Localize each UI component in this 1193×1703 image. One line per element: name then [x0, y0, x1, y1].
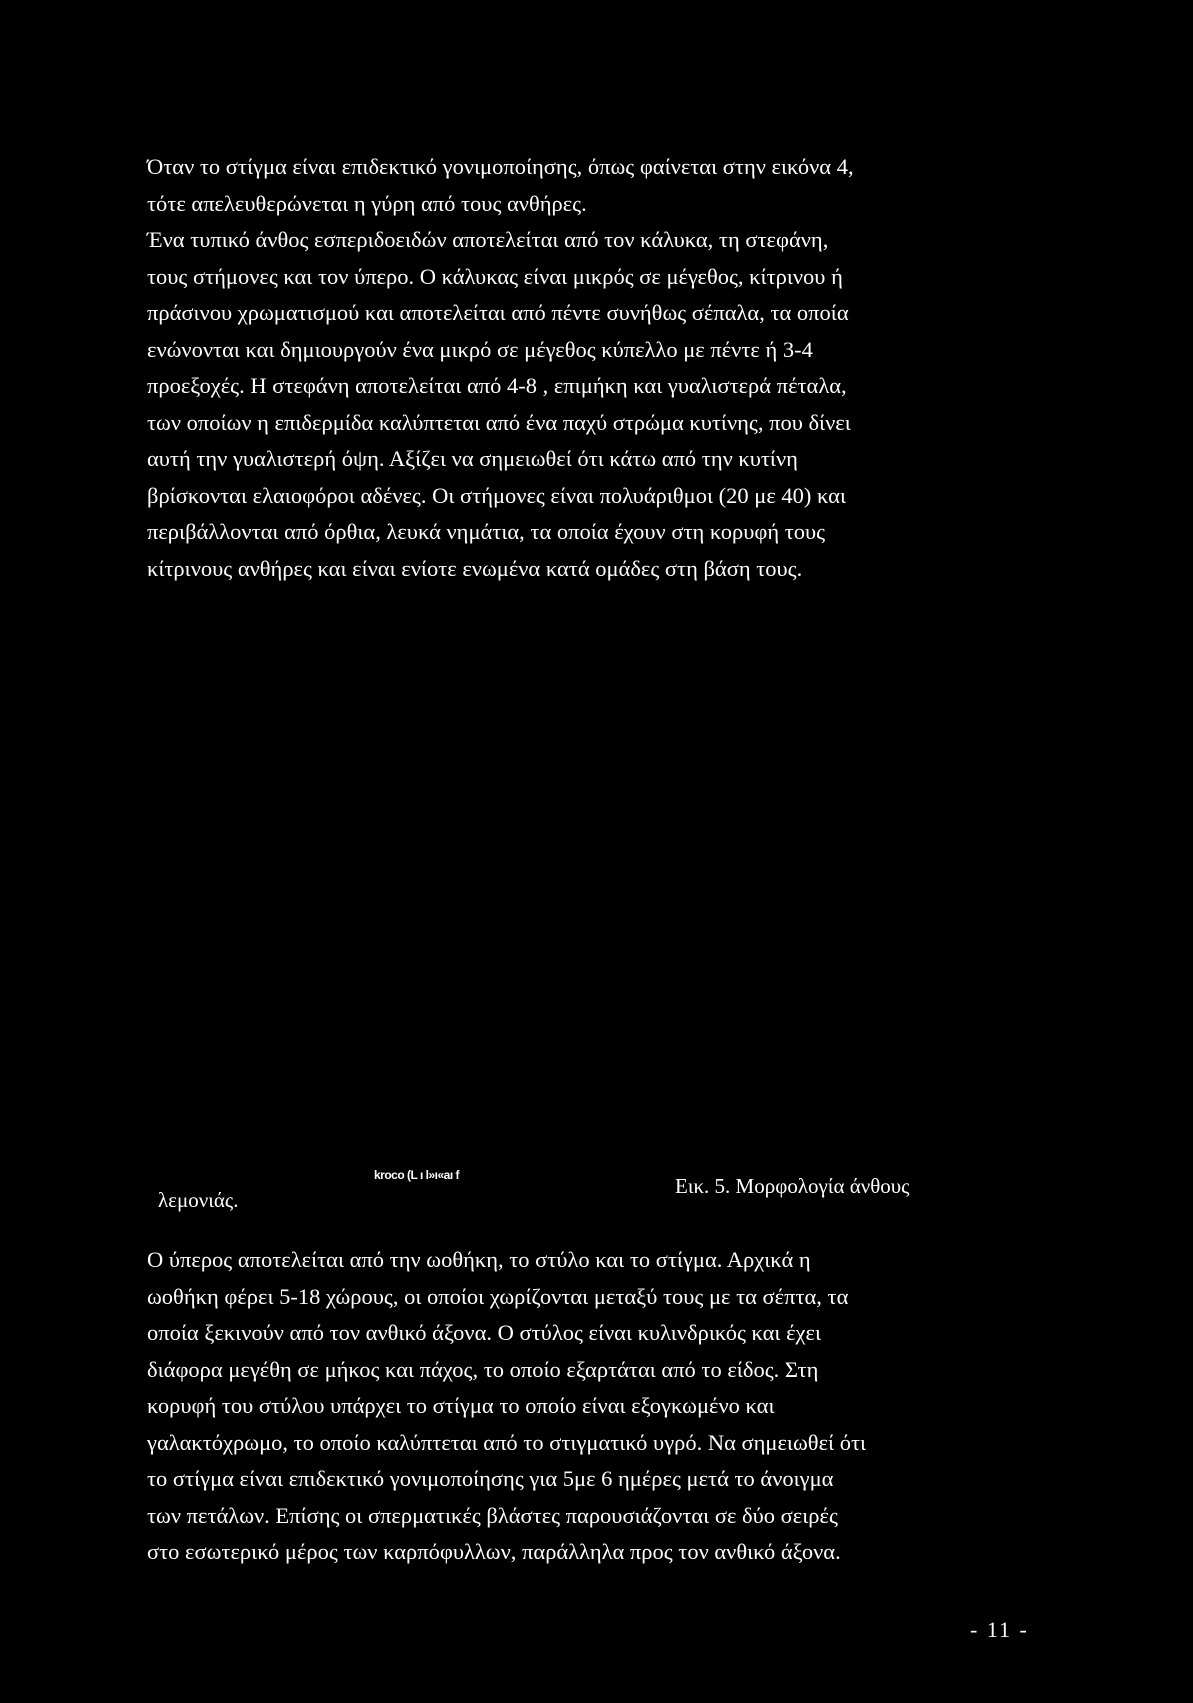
figure-left-label: λεμονιάς. [158, 1188, 239, 1212]
text-line: προεξοχές. Η στεφάνη αποτελείται από 4-8 , επιμήκη και γυαλιστερά πέταλα, [147, 373, 847, 398]
text-line: ενώνονται και δημιουργούν ένα μικρό σε μέγεθος κύπελλο με πέντε ή 3-4 [147, 336, 813, 362]
text-line: κίτρινους ανθήρες και είναι ενίοτε ενωμένα κατά ομάδες στη βάση τους. [147, 555, 803, 581]
page-number: - 11 - [970, 1617, 1029, 1642]
text-line: κορυφή του στύλου υπάρχει το στίγμα το οποίο είναι εξογκωμένο και [147, 1393, 775, 1418]
text-line: των πετάλων. Επίσης οι σπερματικές βλάστες παρουσιάζονται σε δύο σειρές [147, 1502, 838, 1528]
text-line: αυτή την γυαλιστερή όψη. Αξίζει να σημειωθεί ότι κάτω από την κυτίνη [147, 446, 798, 471]
figure-garbled-label: kroco (L ı l»ı«aı f [374, 1168, 459, 1182]
top-paragraph [147, 149, 1067, 587]
text-line: στο εσωτερικό μέρος των καρπόφυλλων, παράλληλα προς τον ανθικό άξονα. [147, 1539, 841, 1564]
text-line: περιβάλλονται από όρθια, λευκά νημάτια, τα οποία έχουν στη κορυφή τους [147, 519, 826, 544]
text-line: γαλακτόχρωμο, το οποίο καλύπτεται από το στιγματικό υγρό. Να σημειωθεί ότι [147, 1429, 867, 1455]
text-line: των οποίων η επιδερμίδα καλύπτεται από ένα παχύ στρώμα κυτίνης, που δίνει [147, 409, 851, 435]
text-line: το στίγμα είναι επιδεκτικό γονιμοποίησης για 5με 6 ημέρες μετά το άνοιγμα [147, 1466, 834, 1491]
text-line: βρίσκονται ελαιοφόροι αδένες. Οι στήμονες είναι πολυάριθμοι (20 με 40) και [147, 482, 847, 508]
bottom-paragraph [147, 1242, 1067, 1571]
text-line: τους στήμονες και τον ύπερο. Ο κάλυκας είναι μικρός σε μέγεθος, κίτρινου ή [147, 263, 843, 289]
text-line: διάφορα μεγέθη σε μήκος και πάχος, το οποίο εξαρτάται από το είδος. Στη [147, 1356, 819, 1382]
text-line: Όταν το στίγμα είναι επιδεκτικό γονιμοποίησης, όπως φαίνεται στην εικόνα 4, [147, 154, 854, 179]
figure-caption: Εικ. 5. Μορφολογία άνθους [675, 1174, 910, 1198]
text-line: πράσινου χρωματισμού και αποτελείται από πέντε συνήθως σέπαλα, τα οποία [147, 300, 849, 325]
text-line: Ένα τυπικό άνθος εσπεριδοειδών αποτελείται από τον κάλυκα, τη στεφάνη, [147, 227, 829, 252]
text-line: τότε απελευθερώνεται η γύρη από τους ανθήρες. [147, 190, 587, 216]
text-line: οποία ξεκινούν από τον ανθικό άξονα. Ο στύλος είναι κυλινδρικός και έχει [147, 1320, 822, 1345]
text-line: Ο ύπερος αποτελείται από την ωοθήκη, το στύλο και το στίγμα. Αρχικά η [147, 1247, 811, 1272]
text-line: ωοθήκη φέρει 5-18 χώρους, οι οποίοι χωρίζονται μεταξύ τους με τα σέπτα, τα [147, 1283, 849, 1309]
